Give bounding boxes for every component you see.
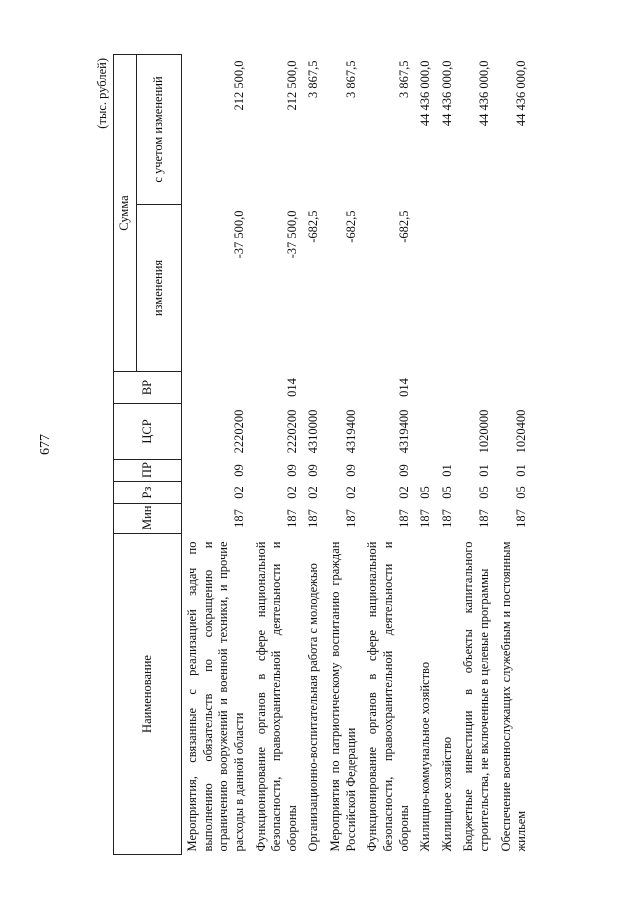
table-row xyxy=(325,55,362,855)
header-pr: ПР xyxy=(114,460,182,482)
row-csr xyxy=(415,404,437,460)
row-min: 187 xyxy=(306,509,321,528)
row-rz: 05 xyxy=(514,486,529,499)
row-change: -37 500,0 xyxy=(284,210,299,259)
table-header xyxy=(114,55,182,855)
table-row xyxy=(437,55,459,855)
row-change: -37 500,0 xyxy=(231,210,246,259)
row-vr: 014 xyxy=(396,378,411,397)
row-total: 44 436 000,0 xyxy=(418,60,433,127)
row-min: 187 xyxy=(396,509,411,528)
row-pr xyxy=(415,460,437,482)
row-total: 44 436 000,0 xyxy=(439,60,454,127)
row-csr: 2220200 xyxy=(284,409,299,454)
row-change xyxy=(458,205,495,372)
units-note: (тыс. рублей) xyxy=(95,58,109,129)
header-vr: ВР xyxy=(114,372,182,404)
row-name: Мероприятия, связанные с реализацией задач по выполнению обязательств по сокращению и ограничению вооружений и военной техники, и прочие расходы в данной области xyxy=(185,541,246,852)
table-row xyxy=(251,55,304,855)
row-total: 3 867,5 xyxy=(306,60,321,98)
row-pr: 01 xyxy=(439,464,454,477)
header-sum: Сумма xyxy=(114,55,137,372)
row-total: 212 500,0 xyxy=(284,60,299,111)
row-csr: 4319400 xyxy=(343,409,358,454)
row-pr: 09 xyxy=(343,464,358,477)
row-min: 187 xyxy=(284,509,299,528)
row-total: 3 867,5 xyxy=(396,60,411,98)
row-change xyxy=(415,205,437,372)
row-rz: 02 xyxy=(396,486,411,499)
row-total: 44 436 000,0 xyxy=(477,60,491,127)
row-vr xyxy=(325,372,362,404)
row-pr: 09 xyxy=(284,464,299,477)
row-csr: 2220200 xyxy=(231,409,246,454)
row-csr: 1020400 xyxy=(514,409,529,454)
row-pr: 09 xyxy=(396,464,411,477)
row-change: -682,5 xyxy=(396,210,411,243)
row-min: 187 xyxy=(418,509,433,528)
row-name: Обеспечение военнослужащих служебным и постоянным жильем xyxy=(498,541,529,852)
header-change: изменения xyxy=(137,205,182,372)
table-body xyxy=(182,55,533,855)
row-change: -682,5 xyxy=(306,210,321,243)
row-csr xyxy=(437,404,459,460)
row-csr: 4319400 xyxy=(396,409,411,454)
row-vr: 014 xyxy=(284,378,299,397)
row-name: Бюджетные инвестиции в объекты капитального строительства, не включенные в целевые программы xyxy=(461,541,491,852)
row-name: Организационно-воспитательная работа с молодежью xyxy=(306,563,321,852)
header-min: Мин xyxy=(114,504,182,534)
header-rz: Рз xyxy=(114,482,182,504)
table-row xyxy=(182,55,251,855)
table-row xyxy=(496,55,533,855)
row-vr xyxy=(458,372,495,404)
row-pr: 09 xyxy=(306,464,321,477)
row-name: Функционирование органов в сфере национальной безопасности, правоохранительной деятельности и обороны xyxy=(253,541,299,852)
rotated-content xyxy=(95,55,615,855)
row-min: 187 xyxy=(439,509,454,528)
row-name: Мероприятия по патриотическому воспитанию граждан Российской Федерации xyxy=(328,541,358,852)
table-row xyxy=(458,55,495,855)
row-min: 187 xyxy=(343,509,358,528)
page-number: 677 xyxy=(38,434,53,455)
row-vr xyxy=(182,372,251,404)
row-vr xyxy=(437,372,459,404)
row-rz: 05 xyxy=(418,486,433,499)
row-name: Жилищное хозяйство xyxy=(439,736,454,852)
row-rz: 02 xyxy=(306,486,321,499)
row-min: 187 xyxy=(514,509,529,528)
row-pr: 09 xyxy=(231,464,246,477)
row-rz: 05 xyxy=(477,486,491,499)
row-total: 44 436 000,0 xyxy=(514,60,529,127)
row-min: 187 xyxy=(477,509,491,528)
header-csr: ЦСР xyxy=(114,404,182,460)
row-name: Жилищно-коммунальное хозяйство xyxy=(418,661,433,852)
row-pr: 01 xyxy=(477,464,491,477)
row-csr: 4310000 xyxy=(306,409,321,454)
row-total: 212 500,0 xyxy=(231,60,246,111)
row-pr: 01 xyxy=(514,464,529,477)
row-change: -682,5 xyxy=(343,210,358,243)
row-csr: 1020000 xyxy=(477,409,491,454)
table-row xyxy=(415,55,437,855)
row-change xyxy=(496,205,533,372)
budget-table xyxy=(113,54,533,855)
header-name: Наименование xyxy=(114,534,182,855)
row-rz: 02 xyxy=(231,486,246,499)
row-vr xyxy=(415,372,437,404)
row-name: Функционирование органов в сфере национальной безопасности, правоохранительной деятельности и обороны xyxy=(365,541,411,852)
table-row xyxy=(362,55,415,855)
table-row xyxy=(303,55,325,855)
row-vr xyxy=(303,372,325,404)
row-min: 187 xyxy=(231,509,246,528)
row-vr xyxy=(496,372,533,404)
header-total: с учетом изменений xyxy=(137,55,182,205)
row-total: 3 867,5 xyxy=(343,60,358,98)
row-rz: 02 xyxy=(284,486,299,499)
row-rz: 02 xyxy=(343,486,358,499)
row-rz: 05 xyxy=(439,486,454,499)
row-change xyxy=(437,205,459,372)
